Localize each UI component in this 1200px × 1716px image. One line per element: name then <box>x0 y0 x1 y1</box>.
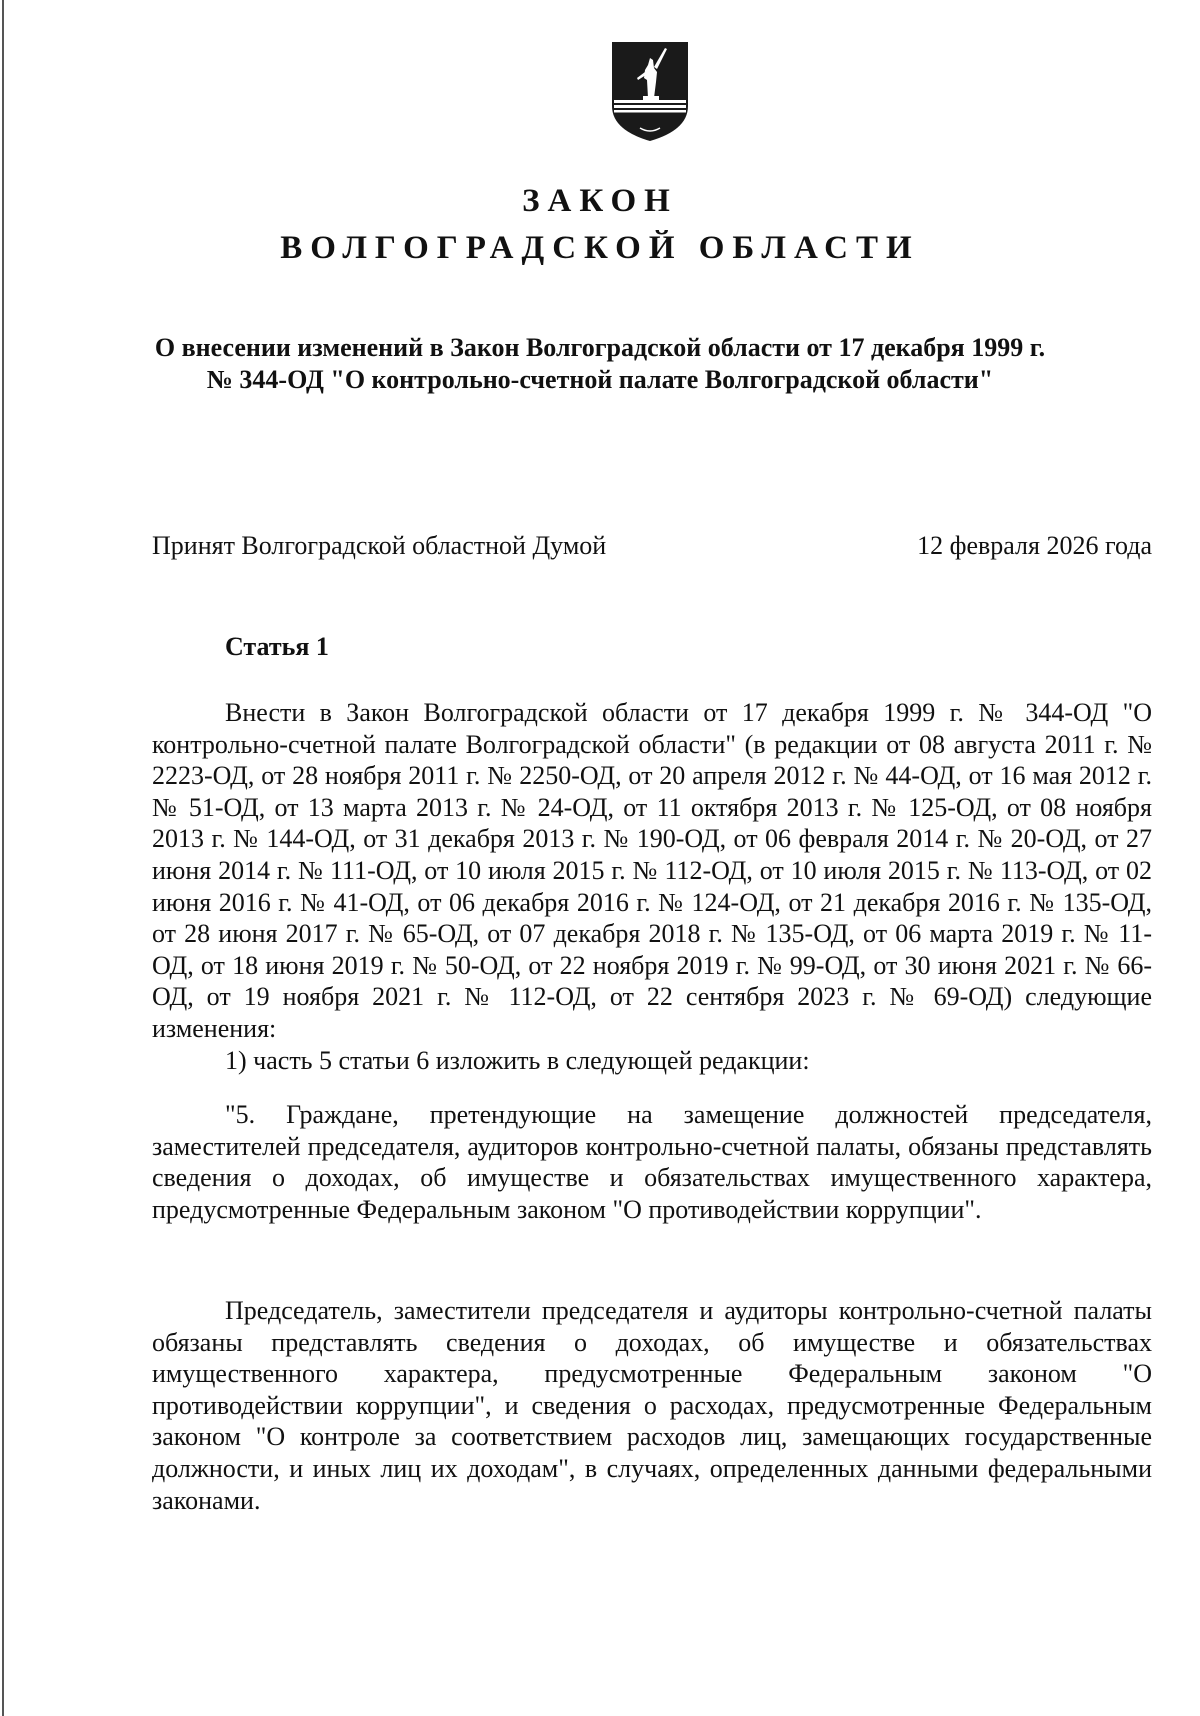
quoted-paragraph-1: "5. Граждане, претендующие на замещение должностей председателя, заместителей председателя, аудиторов контрольно-счетной палаты, обязаны представлять сведения о доходах, об имуществе и обязательствах имущественного характера, предусмотренные Федеральным законом "О противодействии коррупции". <box>152 1100 1152 1224</box>
adopted-by: Принят Волгоградской областной Думой <box>152 531 607 560</box>
law-title: ЗАКОН <box>522 183 678 219</box>
quoted-text-block-1 <box>152 1099 1152 1225</box>
adoption-date: 12 февраля 2026 года <box>917 531 1152 560</box>
article-intro-block <box>152 697 1152 1076</box>
quoted-text-block-2 <box>152 1295 1152 1516</box>
law-region: ВОЛГОГРАДСКОЙ ОБЛАСТИ <box>280 230 920 266</box>
article-heading: Статья 1 <box>225 632 329 661</box>
amendment-item-1: 1) часть 5 статьи 6 изложить в следующей редакции: <box>225 1045 810 1075</box>
article-intro-paragraph: Внести в Закон Волгоградской области от 17 декабря 1999 г. № 344-ОД "О контрольно-счетной палате Волгоградской области" (в редакции от 08 августа 2011 г. № 2223-ОД, от 28 ноября 2011 г. № 2250-ОД, от 20 апреля 2012 г. № 44-ОД, от 16 мая 2012 г. № 51-ОД, от 13 марта 2013 г. № 24-ОД, от 11 октября 2013 г. № 125-ОД, от 08 ноября 2013 г. № 144-ОД, от 31 декабря 2013 г. № 190-ОД, от 06 февраля 2014 г. № 20-ОД, от 27 июня 2014 г. № 111-ОД, от 10 июля 2015 г. № 112-ОД, от 10 июля 2015 г. № 113-ОД, от 02 июня 2016 г. № 41-ОД, от 06 декабря 2016 г. № 124-ОД, от 21 декабря 2016 г. № 135-ОД, от 28 июня 2017 г. № 65-ОД, от 07 декабря 2018 г. № 135-ОД, от 06 марта 2019 г. № 11-ОД, от 18 июня 2019 г. № 50-ОД, от 22 ноября 2019 г. № 99-ОД, от 30 июня 2021 г. № 66-ОД, от 19 ноября 2021 г. № 112-ОД, от 22 сентября 2023 г. № 69-ОД) следующие изменения: <box>152 698 1152 1043</box>
volgograd-coat-of-arms-icon <box>610 40 690 143</box>
quoted-paragraph-2: Председатель, заместители председателя и аудиторы контрольно-счетной палаты обязаны представлять сведения о доходах, об имуществе и обязательствах имущественного характера, предусмотренные Федеральным законом "О противодействии коррупции", и сведения о расходах, предусмотренные Федеральным законом "О контроле за соответствием расходов лиц, замещающих государственные должности, и иных лиц их доходам", в случаях, определенных данными федеральными законами. <box>152 1296 1152 1515</box>
law-subject: О внесении изменений в Закон Волгоградской области от 17 декабря 1999 г. № 344-ОД "О контрольно-счетной палате Волгоградской области" <box>154 333 1046 394</box>
